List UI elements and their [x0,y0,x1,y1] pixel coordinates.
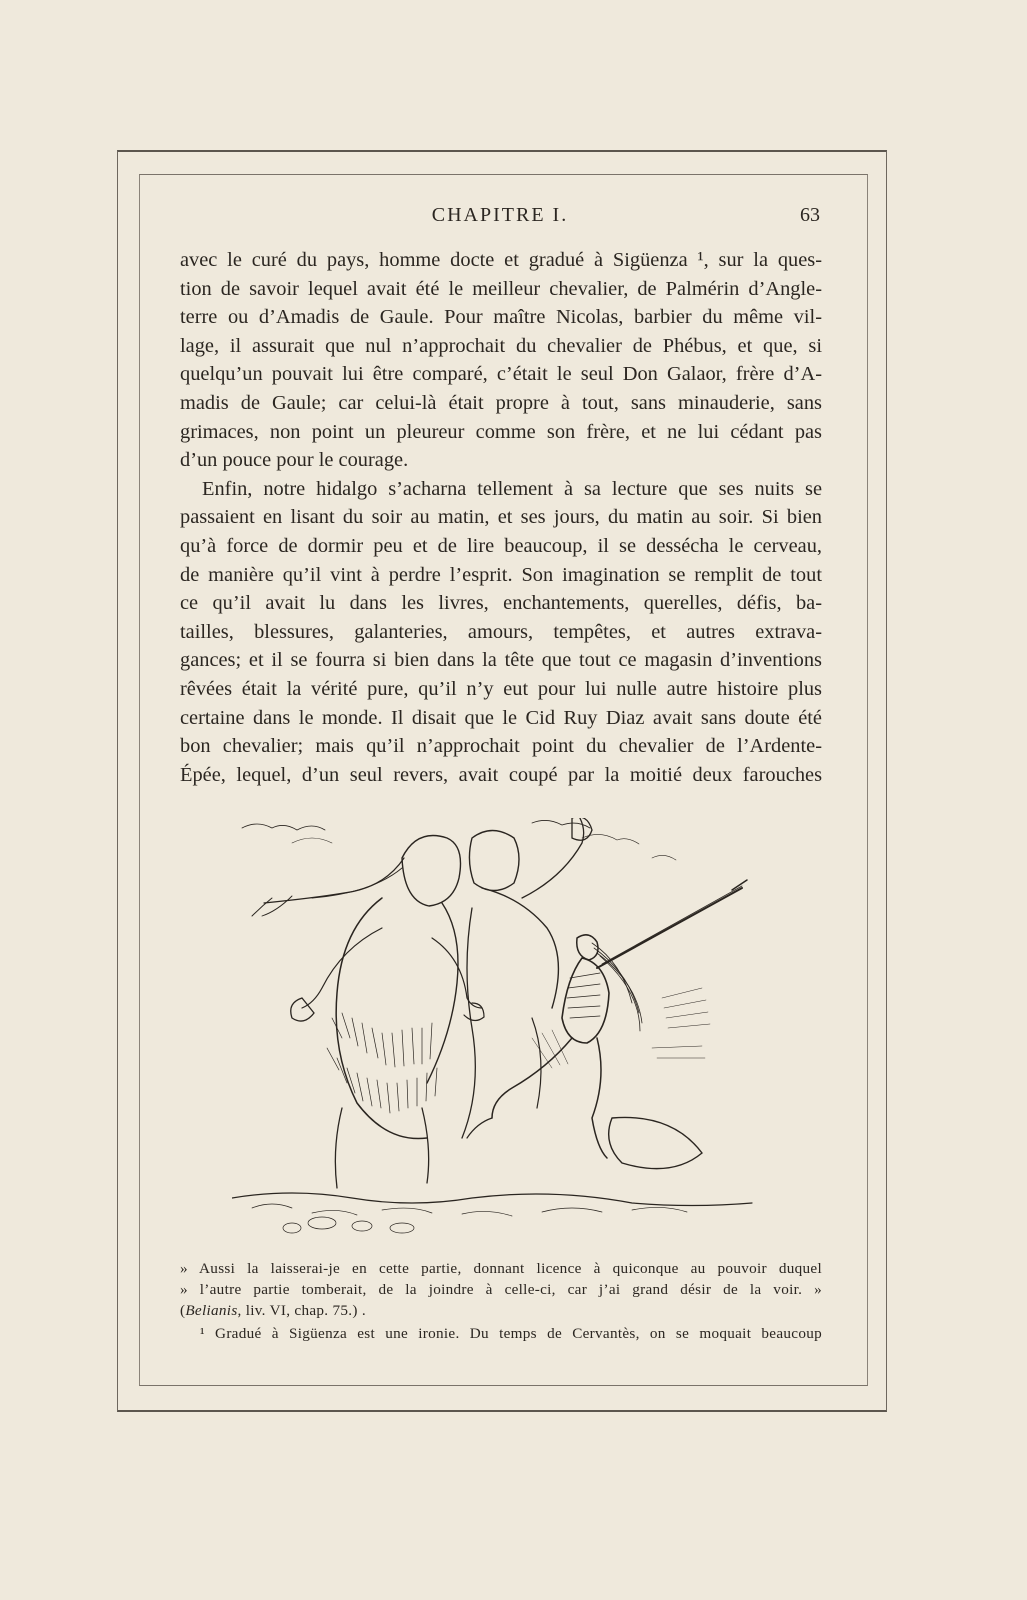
text-line: Épée, lequel, d’un seul revers, avait coupé par la moitié deux farouches [180,763,822,786]
running-head [180,202,820,232]
text-line: terre ou d’Amadis de Gaule. Pour maître Nicolas, barbier du même vil- [180,306,822,329]
text-line: tion de savoir lequel avait été le meilleur chevalier, de Palmérin d’Angle- [180,277,822,300]
text-line: de manière qu’il vint à perdre l’esprit. Son imagination se remplit de tout [180,563,822,586]
text-line: passaient en lisant du soir au matin, et ses jours, du matin au soir. Si bien [180,506,822,529]
text-line: avec le curé du pays, homme docte et gradué à Sigüenza ¹, sur la ques- [180,249,822,271]
text-line: qu’à force de dormir peu et de lire beaucoup, il se dessécha le cerveau, [180,534,822,557]
text-line: tailles, blessures, galanteries, amours, tempêtes, et autres extrava- [180,620,822,643]
caption-source-ref: , liv. VI, chap. 75.) . [237,1302,366,1319]
text-line: lage, il assurait que nul n’approchait du chevalier de Phébus, et que, si [180,334,822,357]
caption-source: (Belianis, liv. VI, chap. 75.) . [180,1302,366,1319]
illustration-caption [180,1258,822,1321]
chapter-title: CHAPITRE I. [431,204,569,226]
text-line: grimaces, non point un pleureur comme son frère, et ne lui cédant pas [180,420,822,443]
caption-line: » Aussi la laisserai-je en cette partie, donnant licence à quiconque au pouvoir duquel [180,1260,822,1277]
body-text [180,246,822,789]
text-line: bon chevalier; mais qu’il n’approchait point du chevalier de l’Ardente- [180,735,822,758]
text-line: ce qu’il avait lu dans les livres, enchantements, querelles, défis, ba- [180,592,822,615]
text-line: Enfin, notre hidalgo s’acharna tellement à sa lecture que ses nuits se [202,477,822,500]
text-line: quelqu’un pouvait lui être comparé, c’était le seul Don Galaor, frère d’A- [180,363,822,386]
caption-line: » l’autre partie tomberait, de la joindre à celle-ci, car j’ai grand désir de la voir. » [180,1281,822,1298]
text-line: certaine dans le monde. Il disait que le Cid Ruy Diaz avait sans doute été [180,706,822,729]
engraving-illustration [232,818,772,1240]
text-line: rêvées était la vérité pure, qu’il n’y eut pour lui nulle autre histoire plus [180,677,822,700]
page-number: 63 [800,204,820,226]
engraving-knight-vs-giants [232,818,772,1240]
text-line: madis de Gaule; car celui-là était propre à tout, sans minauderie, sans [180,391,822,414]
footnote: ¹ Gradué à Sigüenza est une ironie. Du temps de Cervantès, on se moquait beaucoup [200,1325,822,1342]
text-line: gances; et il se fourra si bien dans la tête que tout ce magasin d’inventions [180,649,822,672]
caption-source-book: Belianis [185,1302,238,1319]
text-line: d’un pouce pour le courage. [180,449,409,472]
